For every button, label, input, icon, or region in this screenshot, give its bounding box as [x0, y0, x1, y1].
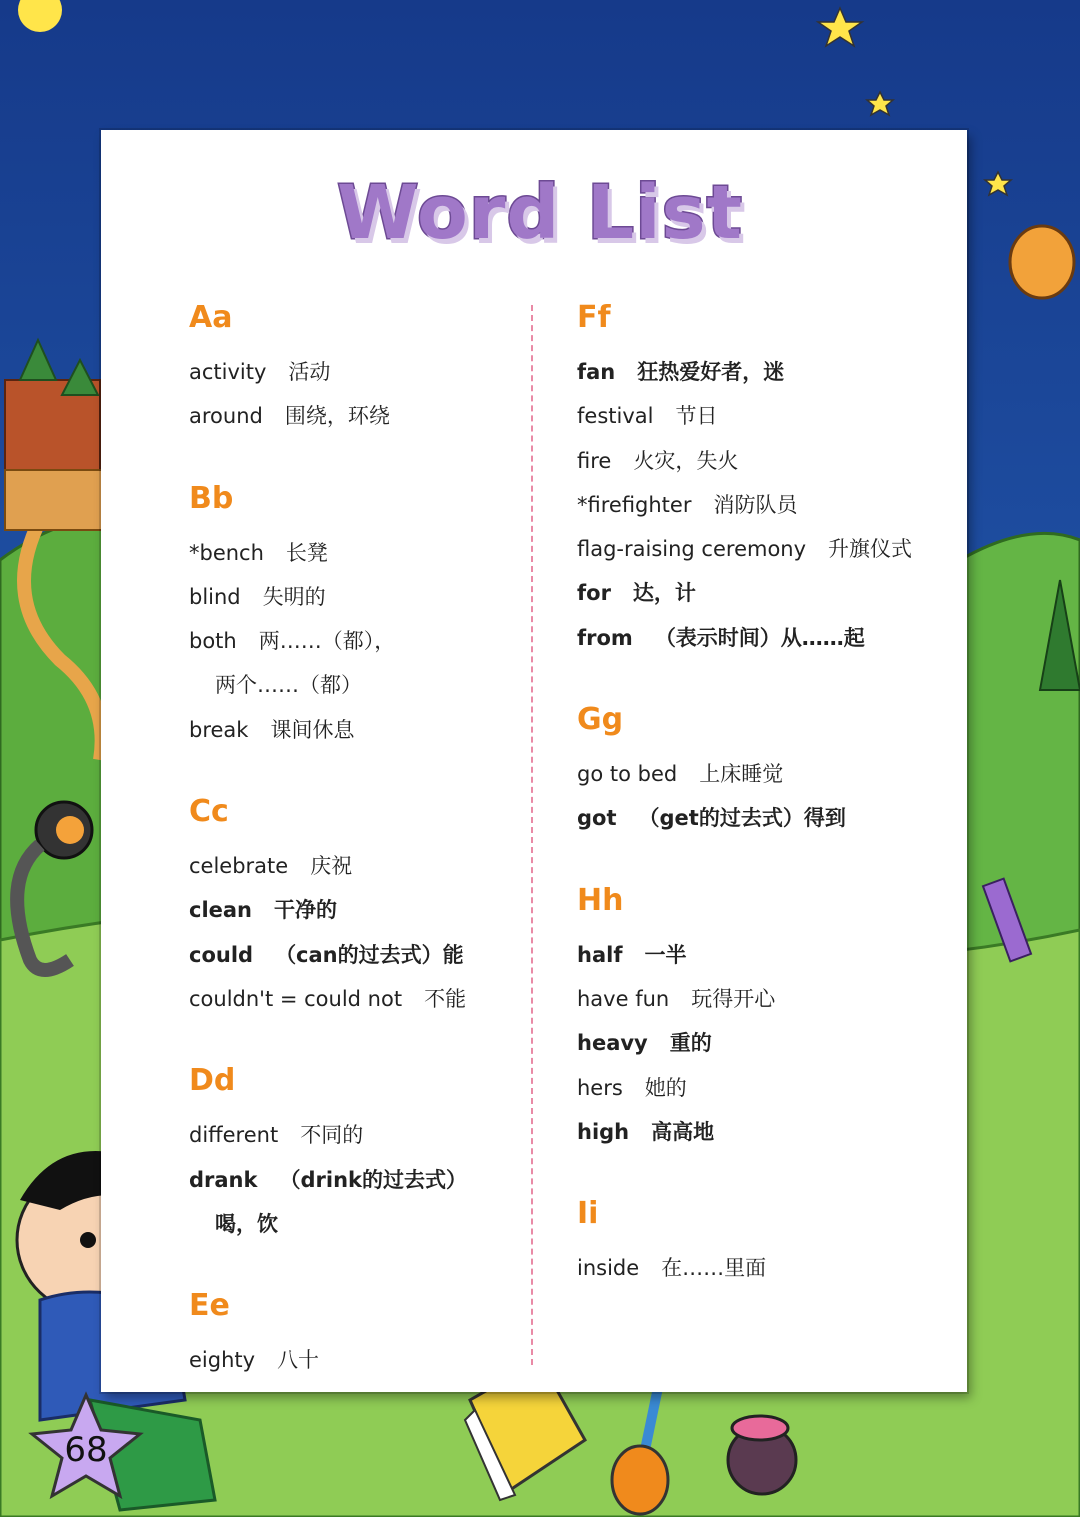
word-entry: [577, 1246, 937, 1290]
chinese-meaning: 节日: [675, 404, 718, 429]
english-word: around: [189, 404, 263, 429]
english-word: have fun: [577, 986, 670, 1011]
chinese-meaning: 不能: [424, 986, 467, 1011]
jar-icon: [728, 1416, 796, 1494]
word-entry: [189, 394, 549, 438]
word-entry: [577, 1110, 937, 1154]
english-word: fan: [577, 360, 616, 384]
chinese-meaning: （drink的过去式）: [279, 1167, 467, 1192]
english-word: eighty: [189, 1348, 256, 1373]
chinese-meaning: 庆祝: [310, 854, 353, 879]
word-entry: [189, 977, 549, 1021]
page-title: Word List: [337, 170, 743, 256]
english-word: couldn't = could not: [189, 986, 403, 1011]
english-word: from: [577, 625, 633, 650]
chinese-meaning: （can的过去式）能: [275, 942, 464, 967]
word-entry: [577, 933, 937, 977]
left-column: [189, 298, 549, 1382]
section-gap: [189, 1246, 549, 1286]
english-word: inside: [577, 1256, 640, 1281]
word-entry: [189, 1202, 549, 1246]
section-letter: Ff: [577, 300, 611, 335]
chinese-meaning: 她的: [644, 1075, 687, 1100]
chinese-meaning: 干净的: [274, 898, 338, 923]
chinese-meaning: 活动: [288, 360, 331, 384]
chinese-meaning: 课间休息: [270, 717, 355, 742]
word-entry: [189, 1338, 549, 1382]
chinese-meaning: 玩得开心: [691, 986, 776, 1011]
english-word: festival: [577, 404, 654, 429]
word-entry: [577, 616, 937, 660]
section-gap: [577, 1154, 937, 1194]
word-entry: [577, 483, 937, 527]
chinese-meaning: 一半: [644, 942, 687, 967]
word-entry: [577, 796, 937, 840]
word-entry: [189, 1158, 549, 1202]
english-word: could: [189, 942, 254, 967]
english-word: activity: [189, 360, 267, 384]
english-word: both: [189, 629, 237, 654]
section-letter: Dd: [189, 1063, 236, 1099]
page-number: 68: [64, 1430, 108, 1470]
word-entry: [189, 708, 549, 752]
english-word: clean: [189, 898, 253, 923]
word-entry: [189, 1113, 549, 1157]
section-letter: Aa: [189, 300, 233, 335]
english-word: for: [577, 581, 611, 606]
word-entry: [577, 977, 937, 1021]
chinese-meaning: 高高地: [651, 1119, 715, 1144]
word-entry: [189, 531, 549, 575]
english-word: heavy: [577, 1031, 648, 1056]
english-word: got: [577, 806, 617, 831]
english-word: high: [577, 1119, 630, 1144]
chinese-meaning: 失明的: [262, 584, 326, 609]
word-entry: [577, 571, 937, 615]
chinese-meaning: （get的过去式）得到: [638, 806, 846, 831]
english-word: fire: [577, 448, 612, 473]
section-gap: [189, 752, 549, 792]
word-entry: [577, 527, 937, 571]
word-entry: [189, 575, 549, 619]
word-entry: [577, 350, 937, 394]
word-entry: [577, 752, 937, 796]
english-word: celebrate: [189, 854, 289, 879]
section-gap: [577, 660, 937, 700]
english-word: flag-raising ceremony: [577, 537, 807, 562]
chinese-meaning: 消防队员: [713, 492, 798, 517]
section-gap: [189, 1021, 549, 1061]
word-entry: [577, 1066, 937, 1110]
english-word: hers: [577, 1075, 623, 1100]
english-word: blind: [189, 584, 241, 609]
chinese-meaning: 上床睡觉: [699, 762, 784, 787]
section-letter: Bb: [189, 480, 234, 516]
chinese-meaning: 喝，饮: [215, 1211, 278, 1236]
word-entry: [189, 350, 549, 394]
chinese-meaning: 围绕，环绕: [284, 404, 390, 429]
chinese-meaning: 狂热爱好者，迷: [637, 360, 785, 384]
word-entry: [577, 439, 937, 483]
right-column: [577, 298, 937, 1290]
english-word: half: [577, 942, 623, 967]
chinese-meaning: 火灾，失火: [633, 448, 739, 473]
section-letter: Hh: [577, 882, 624, 918]
word-entry: [189, 663, 549, 707]
section-letter: Cc: [189, 794, 229, 830]
word-entry: [577, 1021, 937, 1065]
section-letter: Ii: [577, 1196, 599, 1232]
chinese-meaning: 重的: [669, 1031, 712, 1056]
english-word: different: [189, 1123, 279, 1148]
chinese-meaning: 升旗仪式: [828, 537, 913, 562]
word-entry: [189, 933, 549, 977]
english-word: drank: [189, 1167, 258, 1192]
section-gap: [189, 439, 549, 479]
word-entry: [189, 619, 549, 663]
english-word: *firefighter: [577, 492, 692, 517]
section-gap: [577, 841, 937, 881]
chinese-meaning: 达，计: [632, 581, 696, 606]
section-letter: Ee: [189, 1288, 230, 1324]
chinese-meaning: 两个……（都）: [215, 673, 362, 698]
english-word: go to bed: [577, 762, 678, 787]
chinese-meaning: 八十: [277, 1348, 320, 1373]
chinese-meaning: 不同的: [300, 1123, 364, 1148]
chinese-meaning: 长凳: [285, 540, 328, 565]
chinese-meaning: 两……（都），: [258, 629, 396, 654]
english-word: *bench: [189, 540, 264, 565]
chinese-meaning: 在……里面: [661, 1256, 767, 1281]
word-entry: [189, 888, 549, 932]
word-entry: [577, 394, 937, 438]
english-word: break: [189, 717, 249, 742]
section-letter: Gg: [577, 702, 624, 738]
word-entry: [189, 844, 549, 888]
chinese-meaning: （表示时间）从……起: [654, 625, 865, 650]
